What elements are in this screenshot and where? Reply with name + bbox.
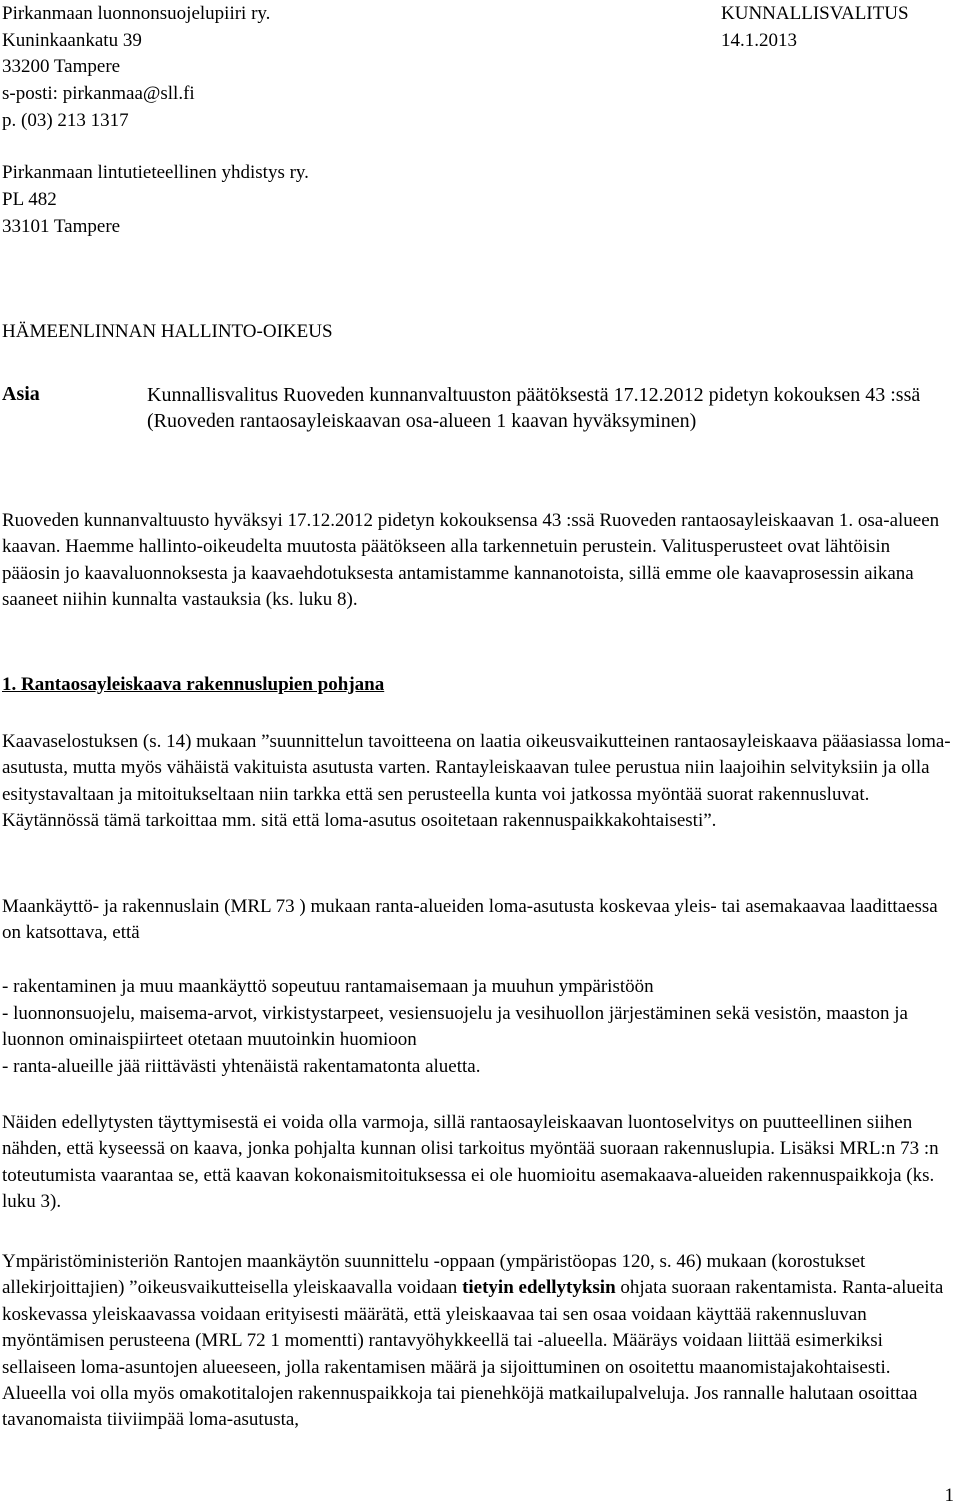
co-sender-box: PL 482 — [2, 189, 57, 210]
para4-text-after: ohjata suoraan rakentamista. Ranta-alueita koskevassa yleiskaavassa voidaan erityisesti määrätä, että yleiskaavaa tai sen osaa voidaan käyttää rakennusluvan myöntämisen perusteena (MRL 72 1 momentti) rantavyöhykkeellä tai -alueella. Määräys voidaan liittää esimerkiksi sellaiseen loma-asuntojen alueeseen, jolla rakentamisen määrä ja sijoittuminen on osoitettu maanomistajakohtaisesti. Alueella voi olla myös omakotitalojen rakennuspaikkoja tai pienehköjä matkailupalveluja. Jos rannalle halutaan osoittaa tavanomaista tiiviimpää loma-asutusta, — [2, 1277, 944, 1431]
co-sender-postal: 33101 Tampere — [2, 216, 121, 237]
list-item: - luonnonsuojelu, maisema-arvot, virkistystarpeet, vesiensuojelu ja vesihuollon järjestäminen sekä vesistön, maaston ja luonnon ominaispiirteet otetaan muutoinkin huomioon — [2, 1003, 908, 1051]
sender-org: Pirkanmaan luonnonsuojelupiiri ry. — [2, 3, 271, 24]
paragraph-ympristoministerio — [2, 1249, 952, 1434]
sender-postal: 33200 Tampere — [2, 56, 121, 77]
document-type: KUNNALLISVALITUS — [721, 3, 909, 24]
paragraph-kaavaselostus: Kaavaselostuksen (s. 14) mukaan ”suunnittelun tavoitteena on laatia oikeusvaikutteinen rantaosayleiskaava pääasiassa loma-asutusta, mutta myös vähäistä vakituista asutusta varten. Rantayleiskaavan tulee perustua niin laajoihin selvityksiin ja olla esitystavaltaan ja mitoitukseltaan niin tarkka että sen perusteella kunta voi jatkossa myöntää suorat rakennusluvat. Käytännössä tämä tarkoittaa mm. sitä että loma-asutus osoitetaan rakennuspaikkakohtaisesti”. — [2, 731, 951, 832]
recipient: HÄMEENLINNAN HALLINTO-OIKEUS — [2, 321, 333, 342]
sender-email: s-posti: pirkanmaa@sll.fi — [2, 83, 195, 104]
list-item: - ranta-alueille jää riittävästi yhtenäistä rakentamatonta aluetta. — [2, 1056, 481, 1077]
section-heading: 1. Rantaosayleiskaava rakennuslupien pohjana — [2, 674, 385, 695]
subject-text: Kunnallisvalitus Ruoveden kunnanvaltuuston päätöksestä 17.12.2012 pidetyn kokouksen 43 :ssä (Ruoveden rantaosayleiskaavan osa-alueen 1 kaavan hyväksyminen) — [147, 384, 921, 433]
para4-emphasis: tietyin edellytyksin — [462, 1277, 616, 1299]
paragraph-edellytykset: Näiden edellytysten täyttymisestä ei voida olla varmoja, sillä rantaosayleiskaavan luontoselvitys on puutteellinen siihen nähden, että kyseessä on kaava, jonka pohjalta kunnan olisi tarkoitus myöntää suoraan rakennuslupia. Lisäksi MRL:n 73 :n toteutumista vaarantaa se, että kaavan kokonaismitoituksessa ei ole huomioitu asemakaava-alueiden rakennuspaikkoja (ks. luku 3). — [2, 1112, 939, 1213]
subject-label: Asia — [2, 383, 40, 405]
sender-street: Kuninkaankatu 39 — [2, 30, 142, 51]
list-item: - rakentaminen ja muu maankäyttö sopeutuu rantamaisemaan ja muuhun ympäristöön — [2, 976, 654, 997]
co-sender-org: Pirkanmaan lintutieteellinen yhdistys ry. — [2, 162, 309, 183]
intro-paragraph: Ruoveden kunnanvaltuusto hyväksyi 17.12.2012 pidetyn kokouksensa 43 :ssä Ruoveden rantaosayleiskaavan 1. osa-alueen kaavan. Haemme hallinto-oikeudelta muutosta päätökseen alla tarkennetuin perustein. Valitusperusteet ovat lähtöisin pääosin jo kaavaluonnoksesta ja kaavaehdotuksesta antamistamme kannanotoista, sillä emme ole kaavaprosessin aikana saaneet niihin kunnalta vastauksia (ks. luku 8). — [2, 510, 940, 611]
para4-text-before: Ympäristöministeriön Rantojen maankäytön suunnittelu -oppaan (ympäristöopas 120, s. 46) mukaan (korostukset allekirjoittajien) ”oikeusvaikutteisella yleiskaavalla voidaan — [2, 1251, 866, 1299]
paragraph-mrl: Maankäyttö- ja rakennuslain (MRL 73 ) mukaan ranta-alueiden loma-asutusta koskevaa yleis- tai asemakaavaa laadittaessa on katsottava, että — [2, 896, 938, 944]
page-number: 1 — [944, 1485, 954, 1506]
sender-phone: p. (03) 213 1317 — [2, 110, 129, 131]
document-date: 14.1.2013 — [721, 30, 797, 51]
